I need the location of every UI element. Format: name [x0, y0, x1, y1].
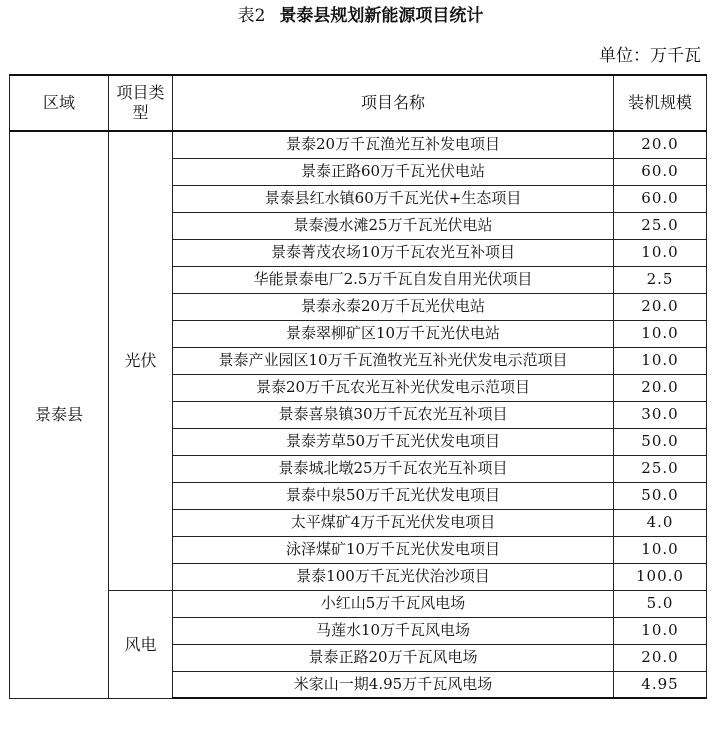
unit-label: 单位：万千瓦	[599, 46, 701, 66]
capacity-cell: 100.0	[614, 563, 707, 590]
header-capacity: 装机规模	[614, 75, 707, 131]
project-name-cell: 泳泽煤矿10万千瓦光伏发电项目	[173, 536, 614, 563]
capacity-cell: 60.0	[614, 158, 707, 185]
project-name-cell: 景泰县红水镇60万千瓦光伏+生态项目	[173, 185, 614, 212]
project-name-cell: 马莲水10万千瓦风电场	[173, 617, 614, 644]
capacity-cell: 5.0	[614, 590, 707, 617]
header-region: 区域	[10, 75, 109, 131]
header-row	[10, 75, 707, 131]
table-title: 景泰县规划新能源项目统计	[279, 6, 484, 26]
project-name-cell: 景泰20万千瓦渔光互补发电项目	[173, 131, 614, 158]
project-name-cell: 景泰正路20万千瓦风电场	[173, 644, 614, 671]
capacity-cell: 10.0	[614, 617, 707, 644]
project-name-cell: 景泰20万千瓦农光互补光伏发电示范项目	[173, 374, 614, 401]
capacity-cell: 10.0	[614, 347, 707, 374]
table-caption	[0, 4, 721, 28]
projects-table	[9, 74, 707, 699]
project-type-cell: 光伏	[109, 131, 173, 590]
table-row	[10, 590, 707, 617]
capacity-cell: 20.0	[614, 374, 707, 401]
project-name-cell: 景泰正路60万千瓦光伏电站	[173, 158, 614, 185]
table-number: 表2	[237, 6, 266, 26]
table-body	[10, 131, 707, 698]
project-name-cell: 景泰100万千瓦光伏治沙项目	[173, 563, 614, 590]
project-name-cell: 景泰芳草50万千瓦光伏发电项目	[173, 428, 614, 455]
capacity-cell: 2.5	[614, 266, 707, 293]
project-name-cell: 景泰中泉50万千瓦光伏发电项目	[173, 482, 614, 509]
capacity-cell: 50.0	[614, 428, 707, 455]
capacity-cell: 60.0	[614, 185, 707, 212]
header-name: 项目名称	[173, 75, 614, 131]
table-row	[10, 131, 707, 158]
header-type: 项目类型	[109, 75, 173, 131]
project-name-cell: 景泰喜泉镇30万千瓦农光互补项目	[173, 401, 614, 428]
capacity-cell: 20.0	[614, 644, 707, 671]
capacity-cell: 4.0	[614, 509, 707, 536]
project-name-cell: 米家山一期4.95万千瓦风电场	[173, 671, 614, 698]
project-type-cell: 风电	[109, 590, 173, 698]
project-name-cell: 太平煤矿4万千瓦光伏发电项目	[173, 509, 614, 536]
project-name-cell: 景泰菁茂农场10万千瓦农光互补项目	[173, 239, 614, 266]
project-name-cell: 景泰永泰20万千瓦光伏电站	[173, 293, 614, 320]
project-name-cell: 小红山5万千瓦风电场	[173, 590, 614, 617]
capacity-cell: 10.0	[614, 320, 707, 347]
capacity-cell: 20.0	[614, 131, 707, 158]
project-name-cell: 景泰产业园区10万千瓦渔牧光互补光伏发电示范项目	[173, 347, 614, 374]
capacity-cell: 25.0	[614, 455, 707, 482]
capacity-cell: 10.0	[614, 239, 707, 266]
project-name-cell: 华能景泰电厂2.5万千瓦自发自用光伏项目	[173, 266, 614, 293]
capacity-cell: 25.0	[614, 212, 707, 239]
region-cell: 景泰县	[10, 131, 109, 698]
project-name-cell: 景泰翠柳矿区10万千瓦光伏电站	[173, 320, 614, 347]
capacity-cell: 4.95	[614, 671, 707, 698]
capacity-cell: 20.0	[614, 293, 707, 320]
capacity-cell: 30.0	[614, 401, 707, 428]
capacity-cell: 10.0	[614, 536, 707, 563]
capacity-cell: 50.0	[614, 482, 707, 509]
project-name-cell: 景泰漫水滩25万千瓦光伏电站	[173, 212, 614, 239]
project-name-cell: 景泰城北墩25万千瓦农光互补项目	[173, 455, 614, 482]
